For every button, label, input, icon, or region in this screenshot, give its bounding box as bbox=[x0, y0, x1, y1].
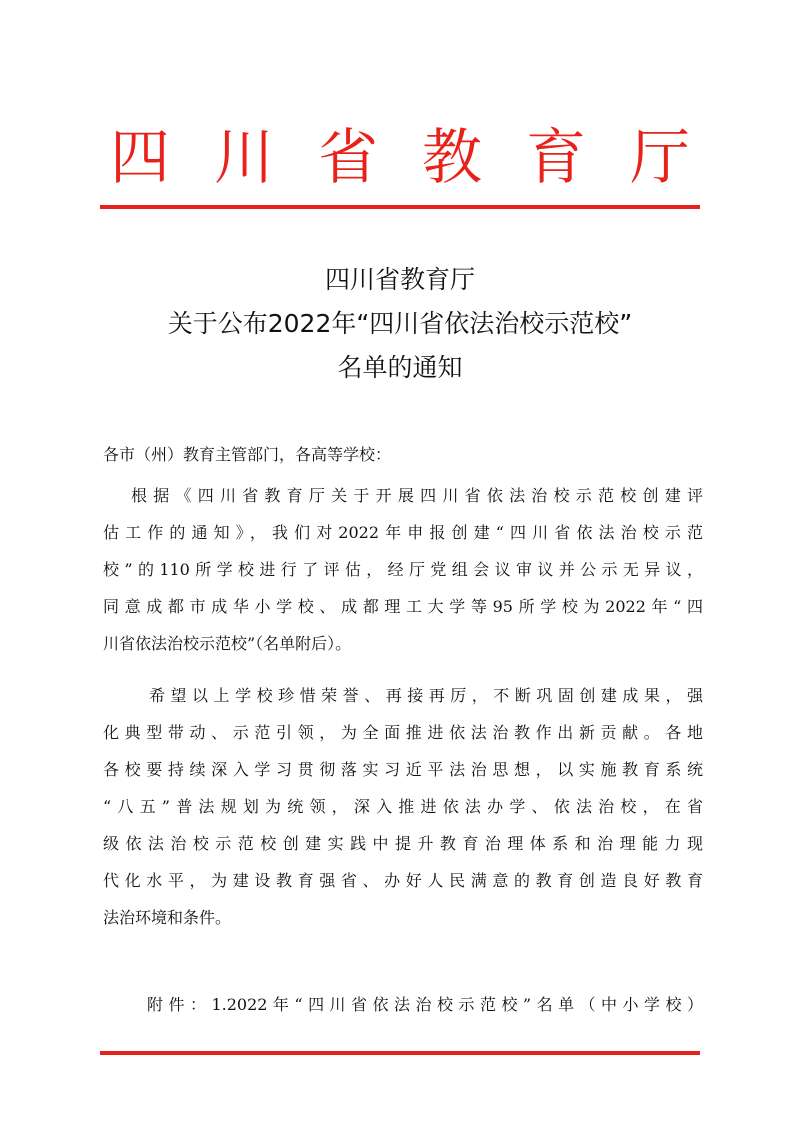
paragraph-2-line: 化典型带动、示范引领，为全面推进依法治教作出新贡献。各地 bbox=[103, 723, 703, 742]
masthead-char: 育 bbox=[526, 123, 586, 193]
attachment-line: 附件：1.2022年“四川省依法治校示范校”名单（中小学校） bbox=[147, 995, 703, 1014]
salutation: 各市（州）教育主管部门，各高等学校： bbox=[103, 445, 392, 464]
paragraph-2-line: 级依法治校示范校创建实践中提升教育治理体系和治理能力现 bbox=[103, 834, 703, 853]
paragraph-2-line: 各校要持续深入学习贯彻落实习近平法治思想，以实施教育系统 bbox=[103, 760, 703, 779]
paragraph-2-line: 希望以上学校珍惜荣誉、再接再厉，不断巩固创建成果，强 bbox=[149, 686, 703, 705]
red-rule-bottom bbox=[100, 1051, 700, 1055]
title-line-1: 四川省教育厅 bbox=[324, 265, 475, 294]
paragraph-1-line: 川省依法治校示范校”（名单附后）。 bbox=[103, 634, 352, 653]
paragraph-1-line: 根据《四川省教育厅关于开展四川省依法治校示范校创建评 bbox=[131, 486, 703, 505]
masthead-char: 省 bbox=[318, 123, 378, 193]
document-body bbox=[103, 0, 703, 1136]
title-line-2: 关于公布2022年“四川省依法治校示范校” bbox=[167, 309, 633, 338]
paragraph-1-line: 估工作的通知》，我们对2022年申报创建“四川省依法治校示范 bbox=[103, 523, 703, 542]
masthead-char: 厅 bbox=[630, 123, 690, 193]
paragraph-2-line: “八五”普法规划为统领，深入推进依法办学、依法治校，在省 bbox=[103, 797, 703, 816]
paragraph-2-line: 法治环境和条件。 bbox=[103, 908, 232, 927]
masthead-char: 川 bbox=[214, 123, 274, 193]
paragraph-1-line: 同意成都市成华小学校、成都理工大学等95所学校为2022年“四 bbox=[103, 597, 703, 616]
masthead-char: 教 bbox=[422, 123, 482, 193]
paragraph-1-line: 校”的110所学校进行了评估，经厅党组会议审议并公示无异议， bbox=[103, 560, 703, 579]
title-line-3: 名单的通知 bbox=[337, 353, 463, 382]
paragraph-2-line: 代化水平，为建设教育强省、办好人民满意的教育创造良好教育 bbox=[103, 871, 703, 890]
masthead-char: 四 bbox=[110, 123, 170, 193]
